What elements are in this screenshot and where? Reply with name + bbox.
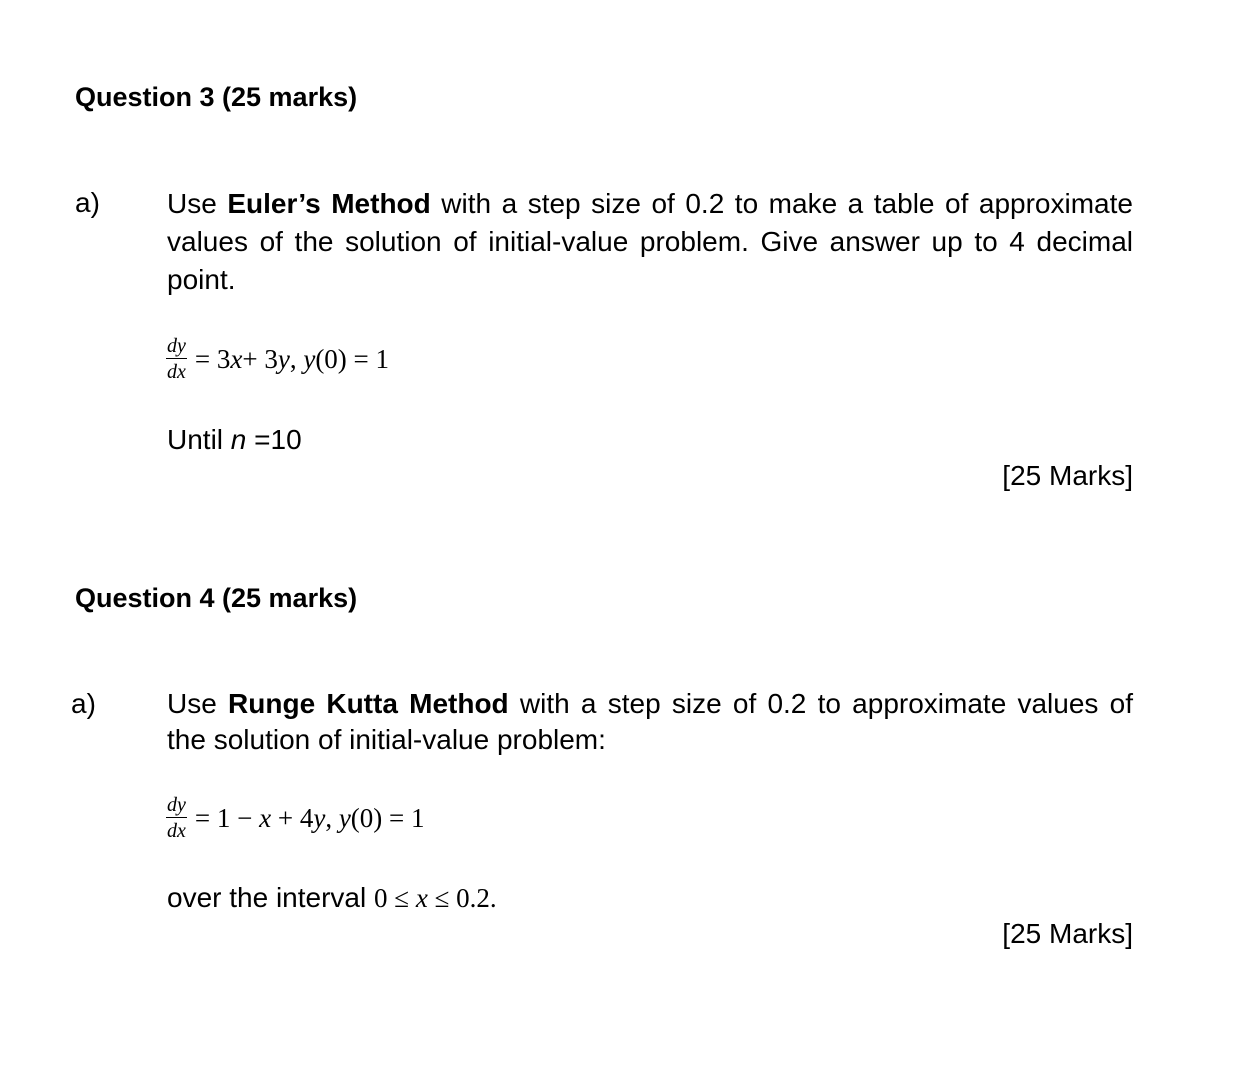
- q4-interval-pre: over the interval: [167, 882, 374, 913]
- q4-part-a-text: [167, 686, 1133, 758]
- q3-part-a-label: a): [75, 187, 100, 218]
- q4-ic-y: y: [338, 802, 351, 833]
- q4-text-post: with a step size of 0.2 to approximate values of the solution of initial-value problem:: [167, 688, 1134, 755]
- q3-marks: [25 Marks]: [1002, 460, 1133, 491]
- question-3-heading: Question 3 (25 marks): [75, 82, 358, 112]
- q4-eq-y: y: [313, 802, 326, 833]
- q4-interval-b: ≤ 0.2.: [427, 883, 497, 913]
- q4-interval-x: x: [415, 883, 428, 913]
- q4-interval-line: [167, 882, 497, 914]
- q3-frac-denominator: dx: [167, 361, 186, 383]
- q4-frac-denominator: dx: [167, 820, 186, 842]
- q4-eq-comma: ,: [325, 802, 339, 833]
- q4-method-name: Runge Kutta Method: [228, 688, 509, 719]
- q3-text-pre: Use: [167, 188, 228, 219]
- q3-differential-equation: [166, 336, 389, 382]
- q4-part-a-label: a): [71, 688, 96, 719]
- q4-eq-rhs-pre: = 1 −: [194, 802, 260, 833]
- q3-ic-rest: (0) = 1: [315, 343, 390, 374]
- q4-differential-equation: [166, 795, 425, 841]
- q3-derivative-fraction: [166, 336, 187, 382]
- q4-marks: [25 Marks]: [1002, 918, 1133, 949]
- q4-interval-a: 0 ≤: [374, 883, 416, 913]
- question-4-heading: Question 4 (25 marks): [75, 583, 358, 613]
- q4-eq-x: x: [259, 802, 272, 833]
- q3-method-name: Euler’s Method: [227, 188, 431, 219]
- q4-derivative-fraction: [166, 795, 187, 841]
- q3-eq-comma: ,: [289, 343, 304, 374]
- q3-until-line: [167, 424, 302, 456]
- q4-eq-mid: + 4: [271, 802, 314, 833]
- q3-eq-rhs-pre: = 3: [194, 343, 231, 374]
- q4-ic-rest: (0) = 1: [350, 802, 425, 833]
- q3-frac-numerator: dy: [167, 335, 186, 357]
- q3-part-a-text: [167, 185, 1133, 299]
- q4-frac-numerator: dy: [167, 794, 186, 816]
- q3-until-var: n: [230, 424, 247, 455]
- q3-until-post: =10: [246, 424, 302, 455]
- q3-until-pre: Until: [167, 424, 231, 455]
- q3-text-post: with a step size of 0.2 to make a table of approximate values of the solution of initial-value problem. Give answer up to 4 decimal point.: [167, 188, 1133, 295]
- q3-ic-y: y: [303, 343, 316, 374]
- q3-eq-x: x: [230, 343, 243, 374]
- q3-eq-y: y: [277, 343, 290, 374]
- q4-text-pre: Use: [167, 688, 229, 719]
- q3-eq-mid: + 3: [242, 343, 278, 374]
